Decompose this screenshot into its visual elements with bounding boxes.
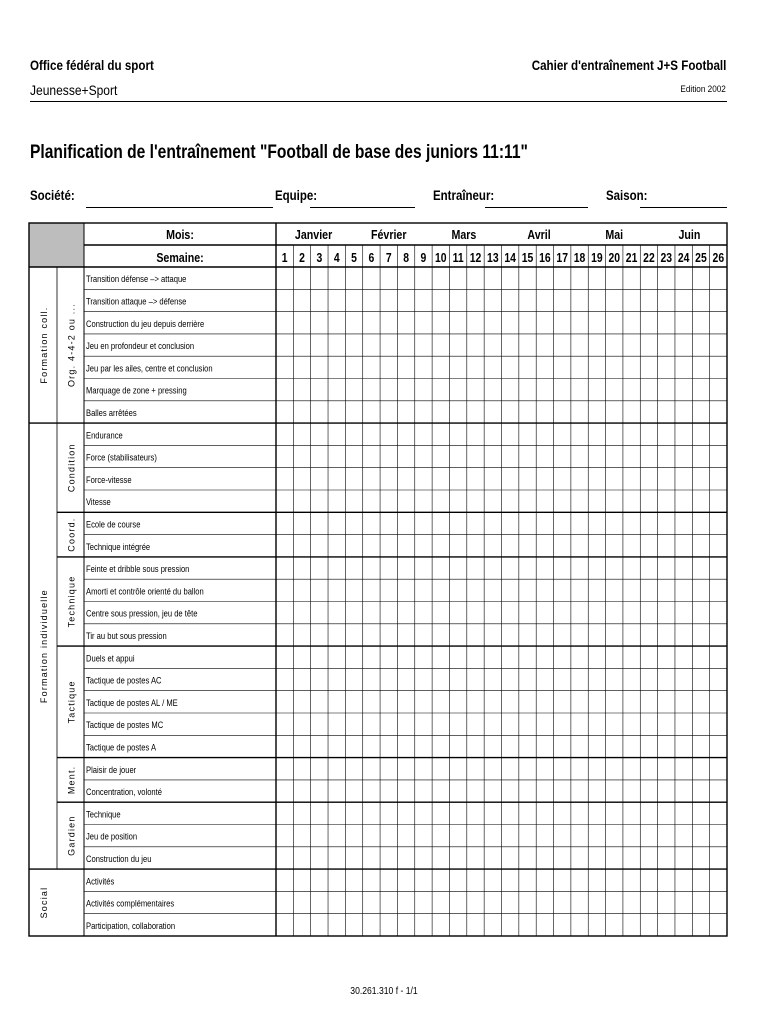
saison-label: Saison: — [606, 187, 648, 203]
activity-label: Feinte et dribble sous pression — [86, 563, 190, 575]
activity-label: Tactique de postes MC — [86, 719, 164, 731]
week-number: 3 — [316, 250, 323, 266]
activity-label: Activités — [86, 875, 115, 887]
activity-label: Centre sous pression, jeu de tête — [86, 607, 198, 619]
week-number: 26 — [712, 250, 725, 266]
semaine-label: Semaine: — [156, 249, 204, 266]
week-number: 13 — [487, 250, 499, 266]
societe-label: Société: — [30, 187, 75, 203]
activity-label: Plaisir de jouer — [86, 763, 137, 775]
header-corner-block — [29, 223, 84, 267]
entraineur-label: Entraîneur: — [433, 187, 495, 203]
activity-label: Tactique de postes AL / ME — [86, 697, 178, 709]
activity-label: Ecole de course — [86, 518, 141, 530]
activity-label: Endurance — [86, 429, 123, 441]
activity-label: Marquage de zone + pressing — [86, 384, 187, 396]
org-name: Office fédéral du sport — [30, 58, 154, 73]
week-number: 22 — [643, 250, 655, 266]
equipe-label: Equipe: — [275, 187, 318, 203]
activity-label: Vitesse — [86, 496, 111, 508]
activity-label: Tactique de postes AC — [86, 674, 162, 686]
document-title: Cahier d'entraînement J+S Football — [531, 58, 726, 73]
group-label: Gardien — [66, 815, 77, 856]
group-label: Technique — [66, 575, 77, 628]
week-number: 24 — [677, 250, 690, 266]
week-number: 10 — [435, 250, 447, 266]
week-number: 17 — [556, 250, 568, 266]
activity-label: Balles arrêtées — [86, 407, 137, 419]
week-number: 25 — [695, 250, 707, 266]
week-number: 7 — [385, 250, 392, 266]
section-label: Formation coll. — [39, 306, 49, 384]
activity-label: Jeu en profondeur et conclusion — [86, 340, 195, 352]
week-number: 21 — [625, 250, 638, 266]
week-number: 11 — [452, 250, 464, 266]
week-number: 12 — [469, 250, 482, 266]
page-title: Planification de l'entraînement "Football de base des juniors 11:11" — [30, 141, 528, 163]
activity-label: Activités complémentaires — [86, 897, 175, 909]
week-number: 4 — [333, 250, 340, 266]
group-label: Condition — [66, 443, 77, 493]
activity-label: Technique intégrée — [86, 540, 151, 552]
mois-label: Mois: — [166, 226, 194, 243]
group-label: Ment. — [66, 765, 77, 795]
activity-label: Amorti et contrôle orienté du ballon — [86, 585, 204, 597]
activity-label: Technique — [86, 808, 121, 820]
group-label: Org. 4-4-2 ou ... — [66, 303, 77, 388]
month-label: Juin — [678, 226, 701, 243]
week-number: 5 — [351, 250, 357, 266]
section-label: Formation individuelle — [39, 589, 49, 704]
month-label: Janvier — [294, 226, 333, 243]
section-label: Social — [39, 886, 49, 919]
activity-label: Transition attaque –> défense — [86, 295, 187, 307]
activity-label: Construction du jeu depuis derrière — [86, 317, 205, 329]
week-number: 23 — [660, 250, 673, 266]
activity-label: Participation, collaboration — [86, 920, 176, 932]
group-label: Coord. — [66, 517, 77, 552]
week-number: 2 — [299, 250, 305, 266]
month-label: Février — [370, 226, 407, 243]
week-number: 6 — [368, 250, 375, 266]
week-number: 14 — [504, 250, 516, 266]
month-label: Mai — [605, 226, 624, 243]
program-name: Jeunesse+Sport — [30, 82, 118, 98]
activity-label: Force-vitesse — [86, 474, 132, 486]
month-label: Avril — [527, 226, 551, 243]
page-footer: 30.261.310 f - 1/1 — [350, 986, 418, 997]
week-number: 8 — [403, 250, 409, 266]
activity-label: Transition défense –> attaque — [86, 273, 187, 285]
week-number: 1 — [281, 250, 288, 266]
activity-label: Concentration, volonté — [86, 786, 162, 798]
week-number: 15 — [521, 250, 534, 266]
activity-label: Tactique de postes A — [86, 741, 157, 753]
week-number: 19 — [591, 250, 603, 266]
week-number: 9 — [420, 250, 427, 266]
activity-label: Tir au but sous pression — [86, 630, 167, 642]
week-number: 18 — [573, 250, 586, 266]
week-number: 20 — [608, 250, 621, 266]
week-number: 16 — [539, 250, 551, 266]
month-label: Mars — [451, 226, 477, 243]
activity-label: Construction du jeu — [86, 853, 152, 865]
activity-label: Duels et appui — [86, 652, 135, 664]
activity-label: Jeu de position — [86, 830, 138, 842]
activity-label: Jeu par les ailes, centre et conclusion — [86, 362, 213, 374]
group-label: Tactique — [66, 680, 77, 724]
edition-label: Edition 2002 — [680, 84, 726, 95]
activity-label: Force (stabilisateurs) — [86, 451, 157, 463]
